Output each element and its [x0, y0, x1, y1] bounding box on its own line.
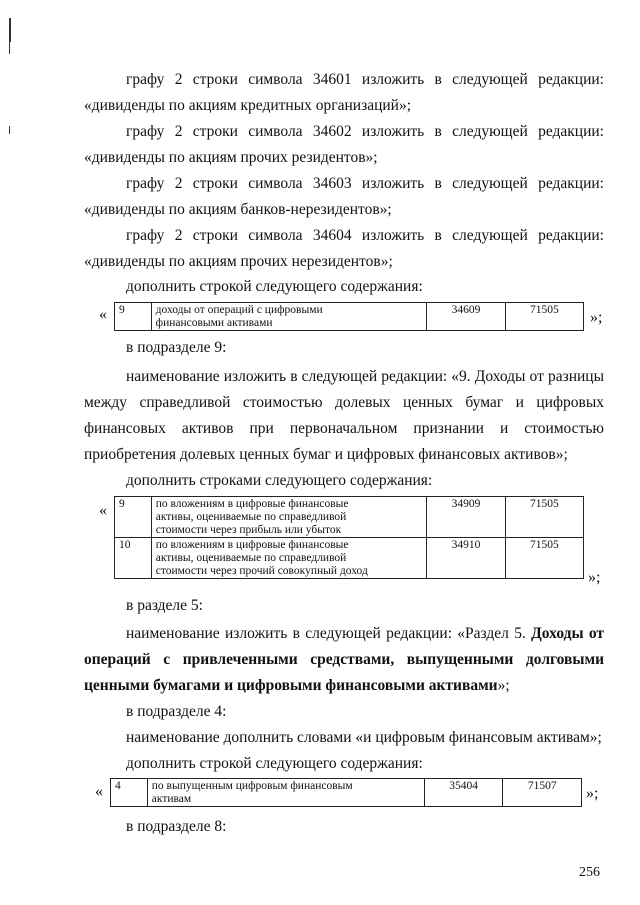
rename-5-line-2: операций с привлеченными средствами, выпущенными долговыми	[84, 651, 604, 668]
rename-9-line-3: финансовых активов при первоначальном признании и стоимостью	[84, 420, 604, 437]
subsection-8-heading: в подразделе 8:	[126, 818, 227, 835]
section-5-heading: в разделе 5:	[126, 597, 203, 614]
description-line: стоимости через прибыль или убыток	[155, 524, 342, 536]
description-line: доходы от операций с цифровыми	[155, 304, 323, 316]
rename-9-line-4: приобретения долевых ценных бумаг и цифровых финансовых активов»;	[84, 446, 568, 463]
description-line: активам	[151, 793, 192, 805]
scan-margin-mark	[9, 126, 10, 134]
description-line: стоимости через прочий совокупный доход	[155, 565, 368, 577]
add-rows-instruction-2: дополнить строками следующего содержания:	[126, 472, 433, 489]
scan-margin-mark	[9, 42, 10, 54]
symbol-cell: 34910	[427, 538, 505, 579]
table-row	[115, 497, 584, 538]
add-row-instruction-3: дополнить строкой следующего содержания:	[126, 755, 423, 772]
rename-9-line-1: наименование изложить в следующей редакции: «9. Доходы от разницы	[126, 368, 604, 385]
row-number-cell: 9	[115, 497, 152, 538]
account-code-cell: 71507	[503, 779, 582, 807]
paragraph-3-line-2: «дивиденды по акциям банков-нерезидентов»;	[84, 201, 392, 218]
description-cell	[151, 497, 427, 538]
table-1	[114, 302, 584, 331]
rename-5-line-1-text: наименование изложить в следующей редакции: «Раздел 5.	[126, 625, 526, 642]
description-line: активы, оцениваемые по справедливой	[155, 552, 347, 564]
paragraph-1-line-2: «дивиденды по акциям кредитных организаций»;	[84, 97, 412, 114]
table-row	[111, 779, 582, 807]
rename-5-line-1-bold: Доходы от	[531, 625, 605, 642]
paragraph-4-line-1: графу 2 строки символа 34604 изложить в следующей редакции:	[126, 227, 604, 244]
paragraph-1-line-1: графу 2 строки символа 34601 изложить в следующей редакции:	[126, 71, 604, 88]
rename-5-line-3	[84, 676, 604, 696]
description-line: по выпущенным цифровым финансовым	[151, 780, 353, 792]
description-line: активы, оцениваемые по справедливой	[155, 511, 347, 523]
scan-margin-mark	[9, 18, 11, 42]
paragraph-2-line-1: графу 2 строки символа 34602 изложить в следующей редакции:	[126, 123, 604, 140]
row-number-cell: 4	[111, 779, 148, 807]
account-code-cell: 71505	[505, 303, 583, 331]
description-cell	[147, 779, 424, 807]
description-cell	[151, 303, 427, 331]
table-3-open-quote: «	[95, 783, 103, 800]
table-1-close-quote: »;	[590, 309, 603, 326]
subsection-4-heading: в подразделе 4:	[126, 703, 227, 720]
description-line: по вложениям в цифровые финансовые	[155, 539, 349, 551]
table-1-open-quote: «	[99, 306, 107, 323]
rename-5-line-3-end: »;	[497, 677, 510, 694]
page-number: 256	[579, 865, 600, 880]
table-2	[114, 496, 584, 579]
rename-5-line-1	[126, 624, 604, 644]
paragraph-3-line-1: графу 2 строки символа 34603 изложить в следующей редакции:	[126, 175, 604, 192]
account-code-cell: 71505	[505, 497, 583, 538]
table-3	[110, 778, 582, 807]
description-line: по вложениям в цифровые финансовые	[155, 498, 349, 510]
rename-4: наименование дополнить словами «и цифровым финансовым активам»;	[126, 729, 602, 746]
symbol-cell: 34909	[427, 497, 505, 538]
rename-5-line-3-bold: ценными бумагами и цифровыми финансовыми активами	[84, 677, 498, 694]
table-row	[115, 303, 584, 331]
add-row-instruction-1: дополнить строкой следующего содержания:	[126, 278, 423, 295]
table-3-close-quote: »;	[586, 785, 599, 802]
table-2-close-quote: »;	[588, 569, 601, 586]
table-2-open-quote: «	[99, 502, 107, 519]
description-line: финансовыми активами	[155, 317, 273, 329]
paragraph-2-line-2: «дивиденды по акциям прочих резидентов»;	[84, 149, 378, 166]
symbol-cell: 34609	[427, 303, 505, 331]
row-number-cell: 10	[115, 538, 152, 579]
description-cell	[151, 538, 427, 579]
symbol-cell: 35404	[424, 779, 503, 807]
table-row	[115, 538, 584, 579]
account-code-cell: 71505	[505, 538, 583, 579]
subsection-9-heading: в подразделе 9:	[126, 339, 227, 356]
paragraph-4-line-2: «дивиденды по акциям прочих нерезидентов»;	[84, 253, 393, 270]
rename-9-line-2: между справедливой стоимостью долевых ценных бумаг и цифровых	[84, 394, 604, 411]
row-number-cell: 9	[115, 303, 152, 331]
